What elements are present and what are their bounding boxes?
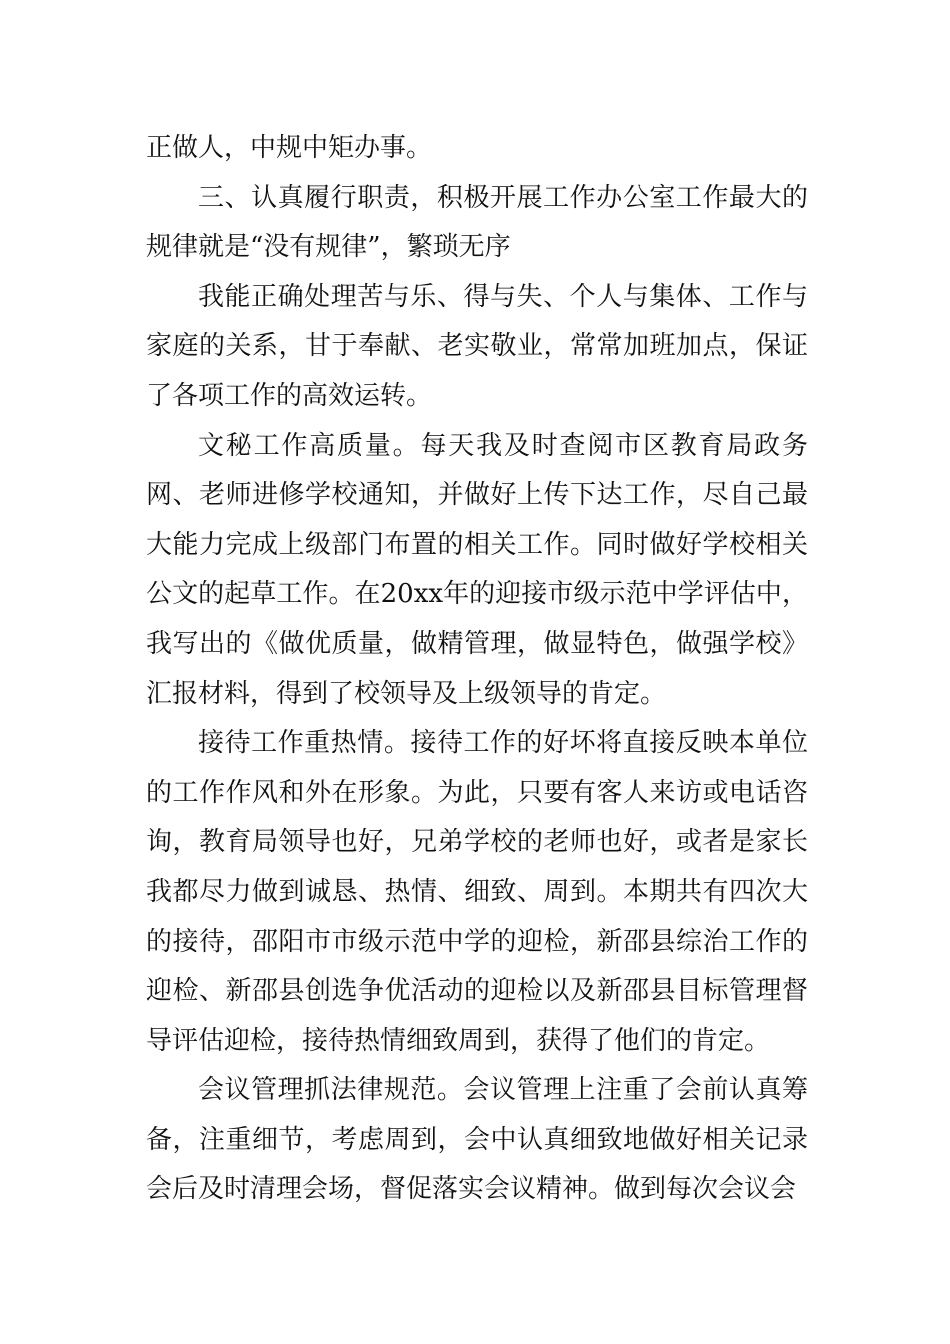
paragraph-3: 我能正确处理苦与乐、得与失、个人与集体、工作与家庭的关系，甘于奉献、老实敬业，常常加班加点，保证了各项工作的高效运转。 [146,281,808,411]
paragraph-1: 正做人，中规中矩办事。 [146,133,433,163]
paragraph-6: 会议管理抓法律规范。会议管理上注重了会前认真筹备，注重细节，考虑周到，会中认真细致地做好相关记录会后及时清理会场，督促落实会议精神。做到每次会议会 [146,1075,808,1205]
paragraph-2: 三、认真履行职责，积极开展工作办公室工作最大的规律就是“没有规律”，繁琐无序 [146,182,808,263]
paragraph-4: 文秘工作高质量。每天我及时查阅市区教育局政务网、老师进修学校通知，并做好上传下达工作，尽自己最大能力完成上级部门布置的相关工作。同时做好学校相关公文的起草工作。在20xx年的迎接市级示范中学评估中，我写出的《做优质量，做精管理，做显特色，做强学校》汇报材料，得到了校领导及上级领导的肯定。 [146,430,808,709]
paragraph-5: 接待工作重热情。接待工作的好坏将直接反映本单位的工作作风和外在形象。为此，只要有客人来访或电话咨询，教育局领导也好，兄弟学校的老师也好，或者是家长我都尽力做到诚恳、热情、细致、周到。本期共有四次大的接待，邵阳市市级示范中学的迎检，新邵县综治工作的迎检、新邵县创选争优活动的迎检以及新邵县目标管理督导评估迎检，接待热情细致周到，获得了他们的肯定。 [146,728,808,1056]
document-body [146,124,808,1215]
